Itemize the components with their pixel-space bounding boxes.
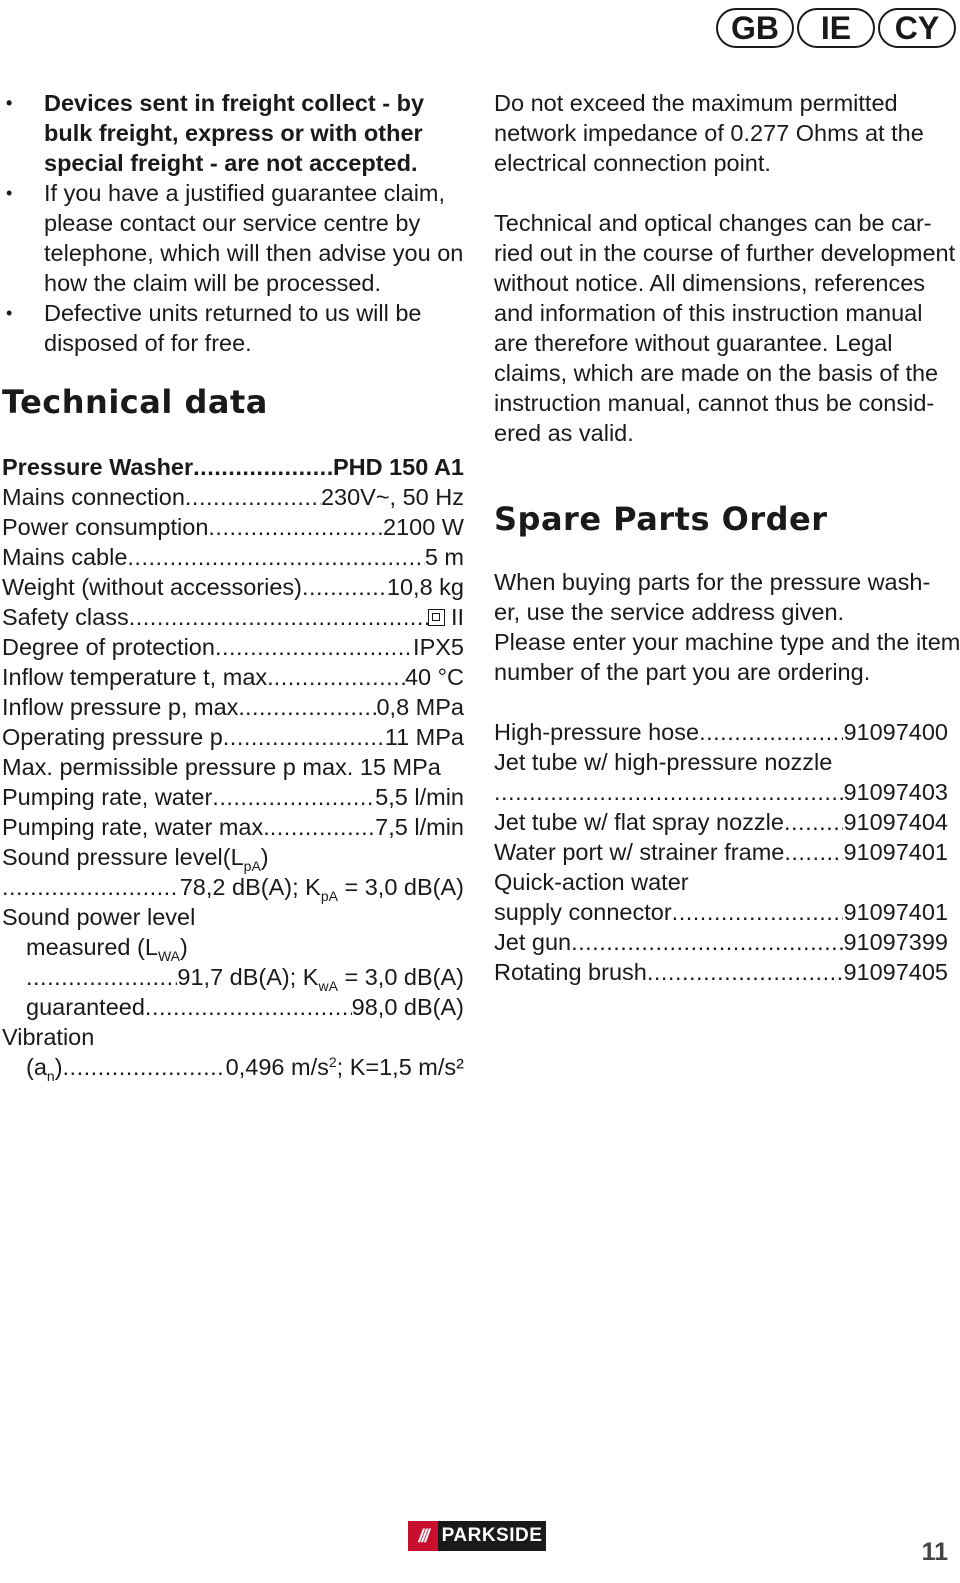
part-number: 91097405 bbox=[843, 959, 948, 985]
spec-value: IPX5 bbox=[413, 634, 464, 660]
spec-power-consumption bbox=[2, 512, 464, 542]
spec-inflow-pressure bbox=[2, 692, 464, 722]
paragraph-line: ered as valid. bbox=[494, 420, 634, 446]
part-water-port bbox=[494, 837, 948, 867]
spec-label: $(a_n)$ bbox=[26, 1054, 63, 1084]
spec-label: Operating pressure p bbox=[2, 724, 223, 750]
spec-mains-connection bbox=[2, 482, 464, 512]
spec-model bbox=[2, 452, 464, 482]
bullet-guarantee-claim: • If you have a justified guarantee claim, please contact our service centre by telephone, which will then advise you on how the claim will be processed. bbox=[2, 178, 464, 298]
paragraph-line: instruction manual, cannot thus be consid- bbox=[494, 390, 935, 416]
paragraph-line: Please enter your machine type and the item bbox=[494, 629, 960, 655]
spec-vibration-label: Vibration bbox=[2, 1024, 95, 1050]
part-jet-tube-hp-label: Jet tube w/ high-pressure nozzle bbox=[494, 749, 833, 775]
changes-paragraph bbox=[494, 208, 960, 448]
spec-weight bbox=[2, 572, 464, 602]
spec-label: Degree of protection bbox=[2, 634, 215, 660]
part-label: Rotating brush bbox=[494, 959, 647, 985]
lang-badge-cy: CY bbox=[878, 8, 956, 48]
page-number: 11 bbox=[921, 1538, 948, 1566]
bullet-defective-units: • Defective units returned to us will be disposed of for free. bbox=[2, 298, 464, 358]
right-column bbox=[494, 88, 960, 987]
safety-class-ii-icon bbox=[428, 609, 445, 626]
parkside-logo bbox=[408, 1521, 546, 1551]
part-rotating-brush bbox=[494, 957, 948, 987]
part-label: Jet gun bbox=[494, 929, 572, 955]
guarantee-bullet-list bbox=[2, 88, 464, 358]
part-number: 91097401 bbox=[843, 899, 948, 925]
impedance-paragraph: Do not exceed the maximum permitted network impedance of 0.277 Ohms at the electrical connection point. bbox=[494, 90, 924, 176]
part-quick-connector-label: Quick-action water bbox=[494, 869, 689, 895]
spec-sound-pressure-label: Sound pressure $level(L_{pA})$ bbox=[2, 844, 269, 874]
paragraph-line: claims, which are made on the basis of the bbox=[494, 360, 939, 386]
spec-value: 78,2 dB(A); $K_{pA} = 3,0$ dB(A) bbox=[179, 874, 464, 904]
spec-value: 0,8 MPa bbox=[376, 694, 464, 720]
spec-label: Mains connection bbox=[2, 484, 185, 510]
spec-pumping-rate-max bbox=[2, 812, 464, 842]
spec-label: Safety class bbox=[2, 604, 129, 630]
spec-label: Mains cable bbox=[2, 544, 128, 570]
spec-max-permissible-pressure: Max. permissible pressure p max. 15 MPa bbox=[2, 754, 441, 780]
paragraph-line: and information of this instruction manual bbox=[494, 300, 923, 326]
spec-value: 0,496 $m/s^2$; K=1,5 m/s² bbox=[225, 1054, 464, 1080]
paragraph-line: number of the part you are ordering. bbox=[494, 659, 871, 685]
paragraph-line: ried out in the course of further development bbox=[494, 240, 956, 266]
paragraph-line: When buying parts for the pressure wash- bbox=[494, 569, 931, 595]
spec-sound-pressure-value bbox=[2, 872, 464, 902]
spec-value: PHD 150 A1 bbox=[332, 454, 464, 480]
spec-value: 5,5 l/min bbox=[375, 784, 464, 810]
part-number: 91097404 bbox=[843, 809, 948, 835]
spec-pumping-rate bbox=[2, 782, 464, 812]
paragraph-line: er, use the service address given. bbox=[494, 599, 845, 625]
spare-parts-list bbox=[494, 717, 948, 987]
spec-sound-power-measured-label: measured $(L_{WA})$ bbox=[26, 934, 188, 964]
spec-label: Pumping rate, water bbox=[2, 784, 213, 810]
bullet-freight-collect: • Devices sent in freight collect - by bulk freight, express or with other special freight - are not accepted. bbox=[2, 88, 464, 178]
spec-value: 98,0 dB(A) bbox=[351, 994, 464, 1020]
part-label: Water port w/ strainer frame bbox=[494, 839, 785, 865]
spec-value: 2100 W bbox=[383, 514, 464, 540]
spec-value: 11 MPa bbox=[384, 724, 464, 750]
spec-safety-class bbox=[2, 602, 464, 632]
paragraph-line: Technical and optical changes can be car- bbox=[494, 210, 932, 236]
part-jet-tube-flat bbox=[494, 807, 948, 837]
part-number: 91097399 bbox=[843, 929, 948, 955]
part-high-pressure-hose bbox=[494, 717, 948, 747]
logo-text: PARKSIDE bbox=[438, 1521, 546, 1551]
lang-badge-gb: GB bbox=[716, 8, 794, 48]
spec-mains-cable bbox=[2, 542, 464, 572]
part-number: 91097401 bbox=[843, 839, 948, 865]
spec-label: Pumping rate, water max. bbox=[2, 814, 270, 840]
spec-inflow-temperature bbox=[2, 662, 464, 692]
spec-vibration-value bbox=[2, 1052, 464, 1082]
spare-parts-heading: Spare Parts Order bbox=[494, 500, 828, 538]
spec-degree-of-protection bbox=[2, 632, 464, 662]
part-jet-tube-hp bbox=[494, 777, 948, 807]
spec-sound-power-measured-value bbox=[2, 962, 464, 992]
spec-value: 5 m bbox=[424, 544, 464, 570]
spec-label: Weight (without accessories) bbox=[2, 574, 302, 600]
spec-label: Inflow pressure p, max. bbox=[2, 694, 245, 720]
spec-value: 7,5 l/min bbox=[375, 814, 464, 840]
spec-sound-power-label: Sound power level bbox=[2, 904, 196, 930]
spec-value: 40 °C bbox=[404, 664, 464, 690]
spec-label: guaranteed bbox=[26, 994, 145, 1020]
part-number: 91097400 bbox=[843, 719, 948, 745]
spec-value: 230V~, 50 Hz bbox=[320, 484, 464, 510]
technical-data-list bbox=[2, 452, 464, 1082]
part-label: High-pressure hose bbox=[494, 719, 700, 745]
spec-operating-pressure bbox=[2, 722, 464, 752]
paragraph-line: are therefore without guarantee. Legal bbox=[494, 330, 893, 356]
lang-badge-ie: IE bbox=[797, 8, 875, 48]
part-label: supply connector bbox=[494, 899, 672, 925]
spec-label: Inflow temperature t, max. bbox=[2, 664, 274, 690]
logo-stripes-icon: /// bbox=[408, 1521, 438, 1551]
part-jet-gun bbox=[494, 927, 948, 957]
part-label: Jet tube w/ flat spray nozzle bbox=[494, 809, 784, 835]
technical-data-heading: Technical data bbox=[2, 383, 268, 421]
spec-label: Pressure Washer bbox=[2, 454, 194, 480]
spec-value: 91,7 dB(A); $K_{wA} = 3,0$ dB(A) bbox=[177, 964, 464, 994]
spec-value: 10,8 kg bbox=[386, 574, 464, 600]
spare-parts-instructions bbox=[494, 567, 960, 687]
left-column bbox=[2, 88, 464, 1082]
spec-sound-power-guaranteed bbox=[2, 992, 464, 1022]
part-number: 91097403 bbox=[843, 779, 948, 805]
spec-label: Power consumption bbox=[2, 514, 209, 540]
paragraph-line: without notice. All dimensions, references bbox=[494, 270, 926, 296]
part-quick-connector bbox=[494, 897, 948, 927]
spec-value: II bbox=[450, 604, 464, 630]
language-badges bbox=[716, 8, 956, 48]
